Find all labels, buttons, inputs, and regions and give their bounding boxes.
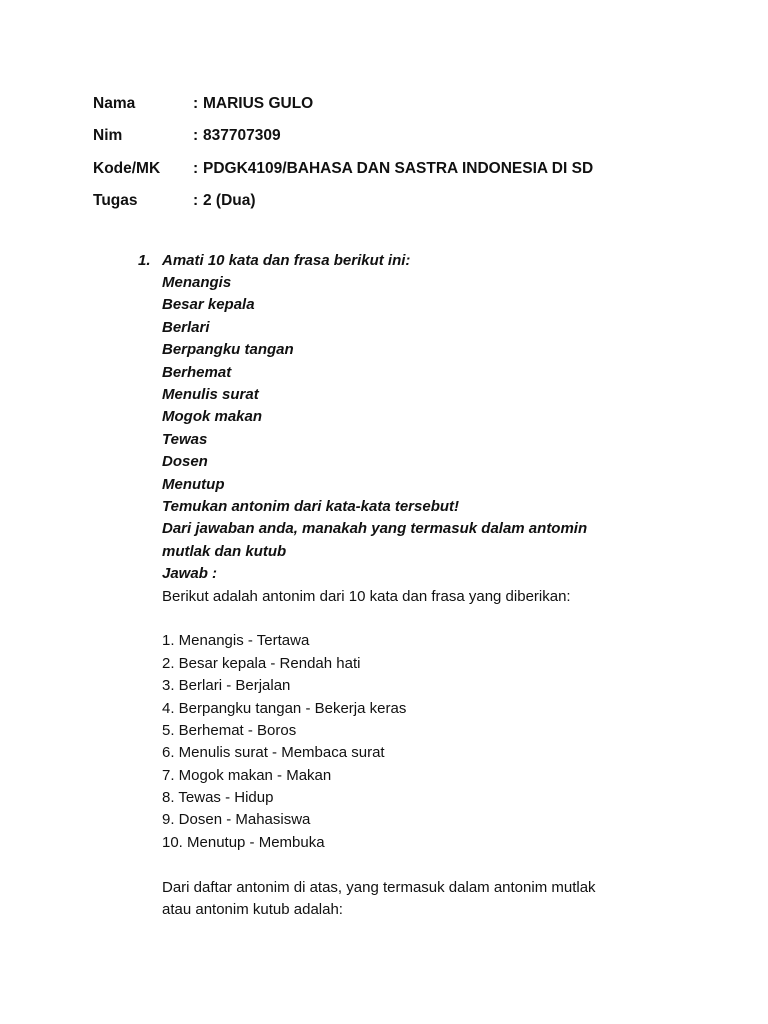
antonym-item: 6. Menulis surat - Membaca surat (162, 744, 385, 762)
answer-intro: Berikut adalah antonim dari 10 kata dan frasa yang diberikan: (162, 587, 571, 605)
header-separator: : (193, 95, 199, 113)
spacer (162, 854, 728, 876)
question-prompt: Amati 10 kata dan frasa berikut ini: (162, 251, 411, 269)
word-item: Mogok makan (162, 408, 263, 426)
word-item: Tewas (162, 430, 208, 448)
header-row-nim (93, 120, 713, 152)
header-separator: : (193, 159, 199, 177)
instruction-text: mutlak dan kutub (162, 542, 287, 560)
header-value: MARIUS GULO (203, 95, 314, 113)
antonym-item: 3. Berlari - Berjalan (162, 677, 291, 695)
header-row-tugas (93, 185, 713, 217)
antonym-item: 7. Mogok makan - Makan (162, 766, 332, 784)
word-item: Menutup (162, 475, 225, 493)
question-1 (138, 249, 728, 921)
header-value: 837707309 (203, 127, 281, 145)
header-value: PDGK4109/BAHASA DAN SASTRA INDONESIA DI SD (203, 159, 594, 177)
header-row-kode-mk (93, 153, 713, 185)
header-label: Tugas (93, 192, 138, 210)
closing-text: Dari daftar antonim di atas, yang termasuk dalam antonim mutlak (162, 878, 596, 896)
word-item: Besar kepala (162, 296, 255, 314)
answer-section (162, 585, 728, 921)
closing-text: atau antonim kutub adalah: (162, 901, 343, 919)
antonym-item: 1. Menangis - Tertawa (162, 632, 310, 650)
antonym-item: 10. Menutup - Membuka (162, 833, 325, 851)
question-prompt-line (138, 249, 728, 271)
antonym-item: 5. Berhemat - Boros (162, 721, 297, 739)
word-item: Berlari (162, 318, 210, 336)
antonym-item: 8. Tewas - Hidup (162, 789, 274, 807)
word-item: Dosen (162, 453, 208, 471)
jawab-label: Jawab : (162, 565, 218, 583)
instruction-text: Temukan antonim dari kata-kata tersebut! (162, 497, 460, 515)
word-item: Berpangku tangan (162, 341, 294, 359)
antonym-item: 2. Besar kepala - Rendah hati (162, 654, 361, 672)
word-item: Menangis (162, 274, 232, 292)
word-list (162, 271, 728, 584)
question-number: 1. (138, 251, 151, 269)
header-label: Kode/MK (93, 159, 161, 177)
antonym-item: 9. Dosen - Mahasiswa (162, 811, 311, 829)
header-row-nama (93, 88, 713, 120)
word-item: Berhemat (162, 363, 232, 381)
identity-header (93, 88, 713, 217)
instruction-text: Dari jawaban anda, manakah yang termasuk dalam antomin (162, 520, 588, 538)
header-label: Nim (93, 127, 123, 145)
antonym-item: 4. Berpangku tangan - Bekerja keras (162, 699, 407, 717)
header-separator: : (193, 192, 199, 210)
word-item: Menulis surat (162, 386, 259, 404)
header-label: Nama (93, 95, 136, 113)
header-value: 2 (Dua) (203, 192, 256, 210)
header-separator: : (193, 127, 199, 145)
spacer (162, 607, 728, 629)
